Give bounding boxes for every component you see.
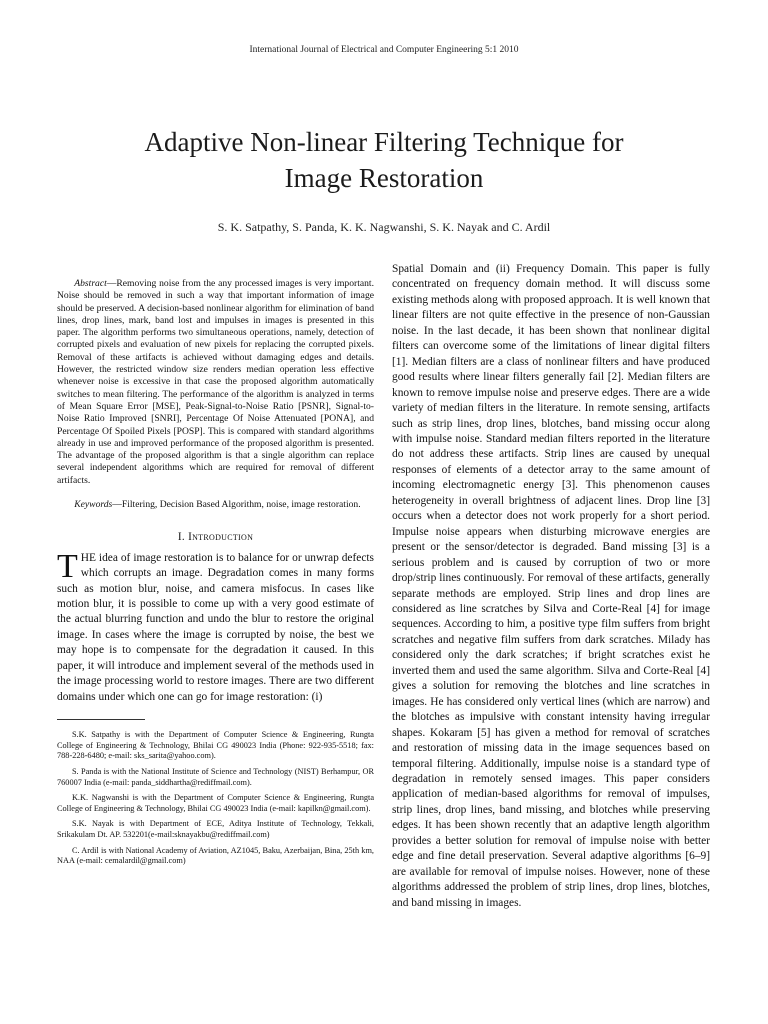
footnote-nagwanshi: K.K. Nagwanshi is with the Department of Computer Science & Engineering, Rungta College of Engineering & Technology, Bhilai CG 490023 India (e-mail: kapilkn@gmail.com). [57,793,374,813]
footnote-ardil: C. Ardil is with National Academy of Aviation, AZ1045, Baku, Azerbaijan, Bina, 25th km, NAA (e-mail: cemalardil@gmail.com) [57,845,374,866]
footnote-divider [57,719,145,720]
footnote-satpathy: S.K. Satpathy is with the Department of Computer Science & Engineering, Rungta College of Engineering & Technology, Bhilai CG 490023 India (Phone: 922-935-5518; fax: 788-228-6480; e-mail: sks_sarita@yahoo.com). [57,730,374,761]
author-list: S. K. Satpathy, S. Panda, K. K. Nagwanshi, S. K. Nayak and C. Ardil [217,220,551,234]
paper-title [60,124,708,196]
keywords-text: —Filtering, Decision Based Algorithm, noise, image restoration. [112,499,361,511]
footnote-panda: S. Panda is with the National Institute of Science and Technology (NIST) Berhampur, OR 760007 India (e-mail: panda_siddhartha@rediffmail.com). [57,766,374,787]
introduction-text: HE idea of image restoration is to balance for or unwrap defects which corrupts an image. Degradation comes in many forms such as motion blur, noise, and camera misfocus. In cases like motion blur, it is possible to come up with a very good estimate of the actual blurring function and undo the blur to restore the original image. In cases where the image is corrupted by noise, the best we may hope is to compensate for the degradation it caused. In this paper, it will introduce and implement several of the methods used in the image processing world to restore images. There are two different domains under which one can go for image restoration: (i) [57,551,374,703]
journal-header: International Journal of Electrical and Computer Engineering 5:1 2010 [249,45,519,55]
right-column [392,262,710,911]
abstract [57,278,374,487]
abstract-label: Abstract [74,278,107,289]
title-line-2: Image Restoration [284,163,484,193]
left-column [57,262,374,872]
right-column-paragraph: Spatial Domain and (ii) Frequency Domain. This paper is fully concentrated on frequency domain method. It will discuss some existing methods along with proposed approach. It is well known that linear filters are not quite effective in the presence of non-Gaussian noise. In the last decade, it has been shown that nonlinear digital filters can overcome some of the limitations of linear digital filters [1]. Median filters are a class of nonlinear filters and have produced good results where linear filters generally fail [2]. Median filters are known to remove impulse noise and preserve edges. There are a wide variety of median filters in the literature. In remote sensing, artifacts such as strip lines, drop lines, blotches, band missing occur along with impulse noise. Standard median filters reported in the literature do not address these artifacts. Strip lines are caused by unequal responses of elements of a detector array to the same amount of incoming electromagnetic energy [3]. This phenomenon causes heterogeneity in overall brightness of adjacent lines. Drop line [3] occurs when a detector does not work properly for a short period. Impulse noise appears when disturbing microwave energies are present or the sensor/detector is degraded. Band missing [3] is a serious problem and is caused by corruption of two or more drop/strip lines continuously. For removal of these artifacts, generally separate methods are employed. Strip lines and drop lines are considered as line scratches by Silva and Corte-Real [4] for image sequences. According to him, a positive type film suffers from bright scratches and negative film suffers from dark scratches. Milady has considered only the dark scratches; if bright scratches exist he inverted them and used the same algorithm. Silva and Corte-Real [4] gives a solution for removing the blotches and line scratches in images. He has considered only vertical lines (which are narrow) and the blotches as impulsive with constant intensity having irregular shapes. Kokaram [5] has given a method for removal of scratches and restoration of missing data in the image sequences based on temporal filtering. Additionally, impulse noise is a standard type of degradation in remotely sensed images. This paper considers application of median-based algorithms for removal of impulses, strip lines, drop lines, band missing, and blotches while preserving edges. It has been shown recently that an adaptive length algorithm provides a better solution for removal of impulse noise with better edge and fine detail preservation. Several adaptive algorithms [6–9] are available for removal of impulse noises. However, none of these algorithms addressed the problem of strip lines, drop lines, blotches, and band missing in images. [392,263,710,909]
keywords [57,499,374,511]
title-line-1: Adaptive Non-linear Filtering Technique for [144,127,624,157]
section-number: I. [177,531,185,544]
introduction-paragraph [57,547,374,706]
keywords-label: Keywords [74,499,113,511]
section-heading-introduction [57,531,374,544]
footnote-nayak: S.K. Nayak is with Department of ECE, Aditya Institute of Technology, Tekkali, Srikakulam Dt. AP. 532201(e-mail:sknayakbu@rediffmail.com) [57,819,374,839]
abstract-text: —Removing noise from the any processed images is very important. Noise should be removed in such a way that important information of image should be preserved. A decision-based nonlinear algorithm for elimination of band lines, drop lines, mark, band lost and impulses in images is presented in this paper. The algorithm performs two simultaneous operations, namely, detection of corrupted pixels and evaluation of new pixels for replacing the corrupted pixels. Removal of these artifacts is achieved without damaging edges and details. However, the restricted window size renders median operation less effective whenever noise is excessive in that case the proposed algorithm automatically switches to mean filtering. The performance of the algorithm is analyzed in terms of Mean Square Error [MSE], Peak-Signal-to-Noise Ratio [PSNR], Signal-to-Noise Ratio Improved [SNRI], Percentage Of Noise Attenuated [PONA], and Percentage Of Spoiled Pixels [POSP]. This is compared with standard algorithms already in use and improved performance of the proposed algorithm is presented. The advantage of the proposed algorithm is that a single algorithm can replace several independent algorithms which are required for removal of different artifacts. [57,278,374,486]
drop-cap: T [57,547,78,585]
section-title: Introduction [188,531,254,544]
